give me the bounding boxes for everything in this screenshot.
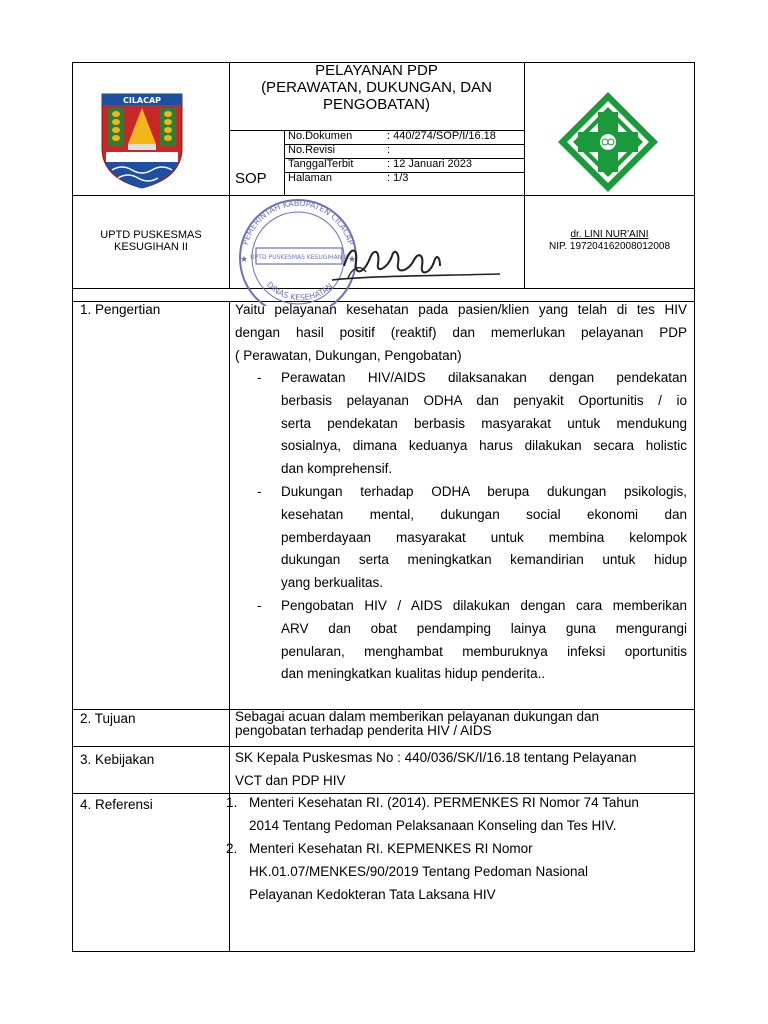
title-line: PELAYANAN PDP: [315, 62, 438, 79]
org-line: KESUGIHAN II: [114, 241, 188, 253]
bullet-line: kesehatan mental, dukungan social ekonomi dan: [281, 506, 687, 522]
signer-block: [525, 229, 694, 253]
bullet-line: dukungan serta meningkatkan kemandirian untuk hidup: [281, 552, 687, 568]
bullet-line: berbasis pelayanan ODHA dan penyakit Oportunitis / io: [281, 392, 687, 408]
kebijakan-text: [235, 747, 690, 793]
meta-value: :: [387, 144, 391, 156]
pengertian-intro: [235, 299, 687, 367]
ref-line: Menteri Kesehatan RI. (2014). PERMENKES RI Nomor 74 Tahun: [249, 795, 639, 810]
kebijakan-line: VCT dan PDP HIV: [235, 772, 346, 788]
logo-cilacap-text: CILACAP: [122, 96, 162, 105]
signer-name: dr. LINI NUR'AINI: [570, 229, 649, 240]
svg-text:★: ★: [240, 255, 249, 265]
bullet-line: Pengobatan HIV / AIDS dilakukan dengan cara memberikan: [281, 598, 687, 613]
ref-line: Menteri Kesehatan RI. KEPMENKES RI Nomor: [249, 841, 533, 856]
bullet-line: pemberdayaan masyarakat untuk membina kelompok: [281, 529, 687, 545]
bullet-line: sosialnya, dimana keduanya harus dilakukan secara holistic: [281, 438, 687, 454]
bullet-line: Perawatan HIV/AIDS dilaksanakan dengan pendekatan: [281, 370, 687, 385]
list-item: [257, 481, 687, 595]
ref-line: Pelayanan Kedokteran Tata Laksana HIV: [249, 886, 496, 902]
tujuan-line: pengobatan terhadap penderita HIV / AIDS: [235, 723, 492, 738]
bullet-line: serta pendekatan berbasis masyarakat untuk mendukung: [281, 415, 687, 431]
document-title: [229, 62, 524, 113]
bullet-line: ARV dan obat pendamping lainya guna mengurangi: [281, 620, 687, 636]
ref-line: HK.01.07/MENKES/90/2019 Tentang Pedoman Nasional: [249, 863, 588, 879]
list-item: [257, 367, 687, 481]
stamp-top-text: PEMERINTAH KABUPATEN CILACAP: [240, 198, 356, 246]
bullet-dash: -: [257, 484, 262, 499]
bullet-line: dan komprehensif.: [281, 461, 393, 477]
kebijakan-line: SK Kepala Puskesmas No : 440/036/SK/I/16.18 tentang Pelayanan: [235, 750, 637, 765]
ref-number: 2.: [226, 841, 238, 856]
tujuan-line: Sebagai acuan dalam memberikan pelayanan dukungan dan: [235, 709, 600, 724]
bullet-line: yang berkualitas.: [281, 575, 384, 591]
meta-value: : 1/3: [387, 172, 409, 184]
intro-line: dengan hasil positif (reaktif) dan memerlukan pelayanan PDP: [235, 324, 687, 340]
bullet-dash: -: [257, 370, 262, 385]
section-label-tujuan: 2. Tujuan: [80, 711, 136, 726]
meta-value: : 440/274/SOP/I/16.18: [387, 130, 496, 142]
bullet-dash: -: [257, 598, 262, 613]
intro-line: Yaitu pelayanan kesehatan pada pasien/klien yang telah di tes HIV: [235, 302, 687, 317]
stamp-bottom-text: DINAS KESEHATAN: [264, 280, 335, 303]
meta-value: : 12 Januari 2023: [387, 158, 473, 170]
org-line: UPTD PUSKESMAS: [100, 229, 202, 241]
tujuan-text: [235, 710, 655, 738]
meta-label: TanggalTerbit: [288, 158, 354, 170]
svg-text:★: ★: [348, 255, 357, 265]
bullet-line: dan meningkatkan kualitas hidup penderita..: [281, 666, 546, 682]
stamp-middle-text: UPTD PUSKESMAS KESUGIHAN II: [250, 254, 348, 261]
ref-number: 1.: [226, 795, 238, 810]
meta-label: No.Revisi: [288, 144, 336, 156]
cilacap-logo: [98, 92, 186, 190]
list-item: [226, 838, 692, 907]
sop-label: SOP: [235, 170, 267, 187]
section-label-kebijakan: 3. Kebijakan: [80, 752, 155, 767]
puskesmas-logo: [556, 90, 660, 194]
meta-label: Halaman: [288, 172, 333, 184]
signature: [330, 238, 510, 288]
bullet-line: penularan, menghambat memburuknya infeksi oportunitis: [281, 643, 687, 659]
title-line: PENGOBATAN): [323, 96, 430, 113]
ref-line: 2014 Tentang Pedoman Pelaksanaan Konseling dan Tes HIV.: [249, 817, 617, 833]
section-label-referensi: 4. Referensi: [80, 797, 153, 812]
meta-label: No.Dokumen: [288, 130, 353, 142]
title-line: (PERAWATAN, DUKUNGAN, DAN: [261, 79, 492, 96]
list-item: [257, 595, 687, 687]
section-label-pengertian: 1. Pengertian: [80, 302, 161, 317]
list-item: [226, 792, 692, 838]
signer-nip: NIP. 197204162008012008: [548, 241, 671, 252]
intro-line: ( Perawatan, Dukungan, Pengobatan): [235, 347, 462, 363]
bullet-line: Dukungan terhadap ODHA berupa dukungan psikologis,: [281, 484, 687, 499]
org-name: [73, 229, 229, 253]
